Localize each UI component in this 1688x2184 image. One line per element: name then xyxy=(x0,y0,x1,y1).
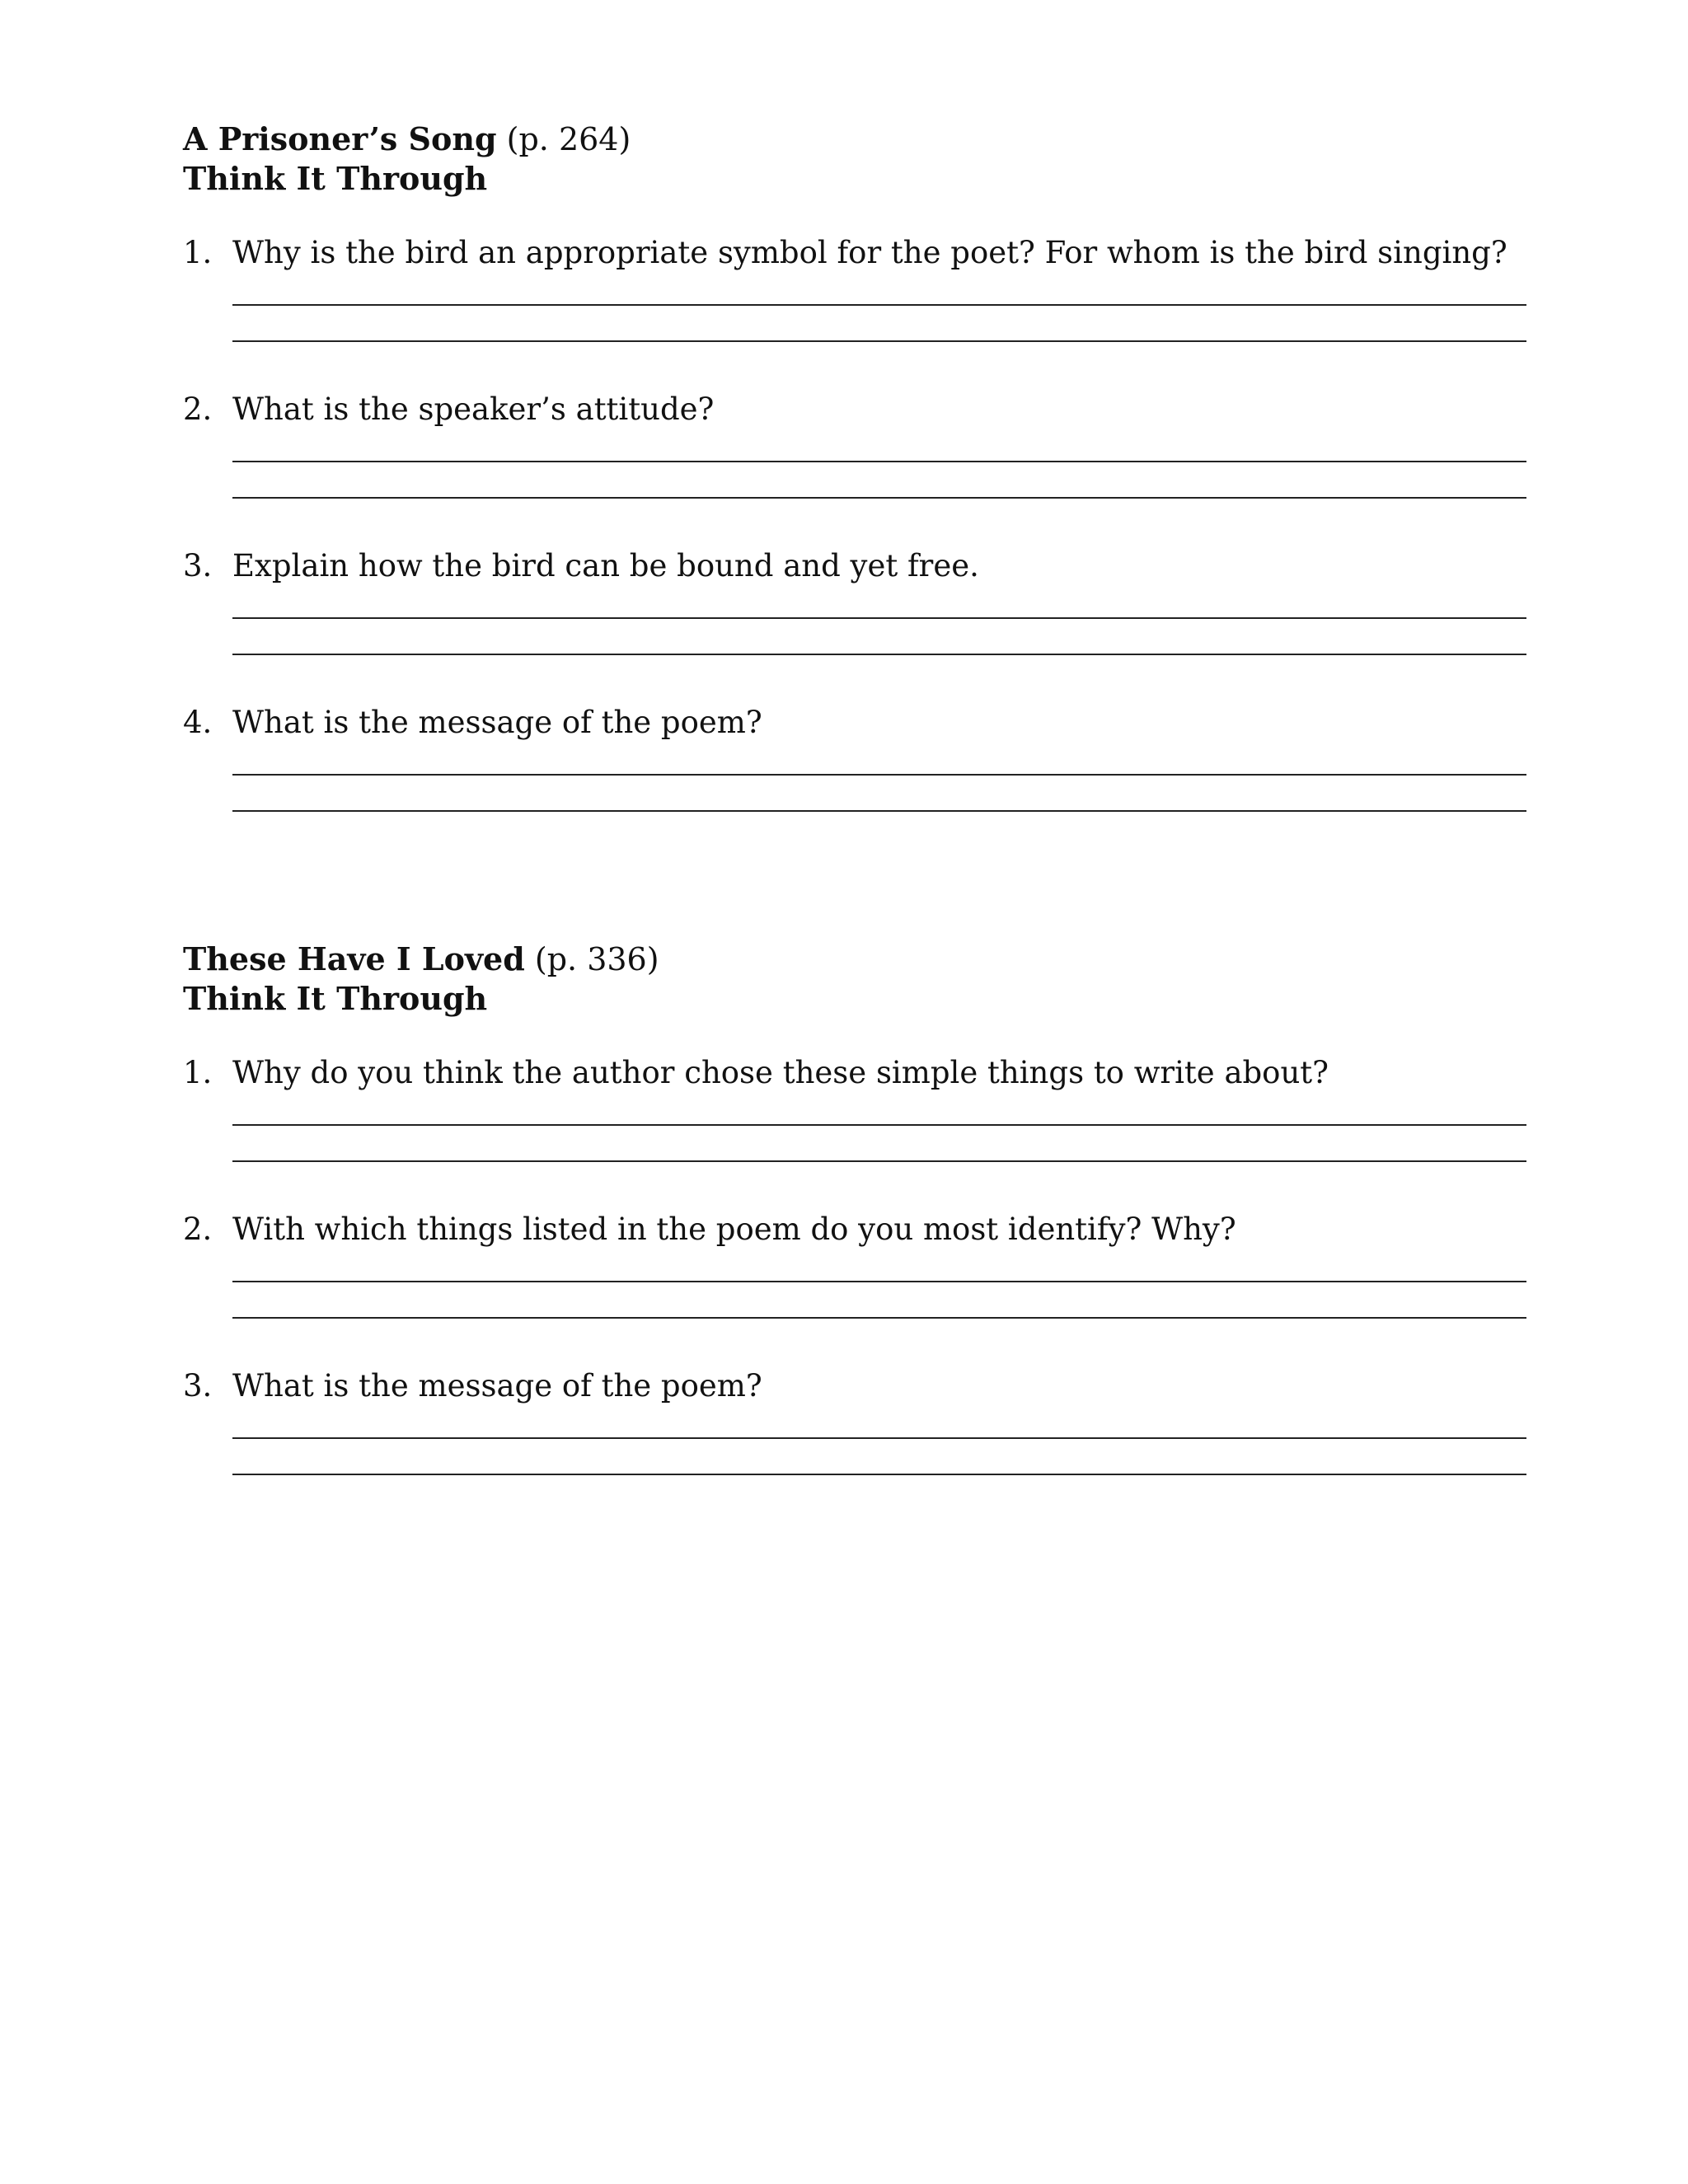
answer-line[interactable] xyxy=(232,497,1526,499)
answer-line[interactable] xyxy=(232,304,1526,306)
answer-line[interactable] xyxy=(232,340,1526,342)
section-heading xyxy=(183,940,1526,979)
section-these-have-i-loved xyxy=(183,940,1526,1523)
answer-line[interactable] xyxy=(232,1437,1526,1439)
answer-line[interactable] xyxy=(232,1474,1526,1475)
question-text: Why is the bird an appropriate symbol for the poet? For whom is the bird singing? xyxy=(232,235,1507,270)
page-reference: (p. 264) xyxy=(506,121,631,157)
answer-line[interactable] xyxy=(232,654,1526,655)
question-item xyxy=(183,1366,1526,1523)
question-text: What is the message of the poem? xyxy=(232,1368,762,1404)
question-text: What is the message of the poem? xyxy=(232,705,762,740)
answer-line[interactable] xyxy=(232,1124,1526,1126)
question-number: 4. xyxy=(183,705,213,740)
question-list xyxy=(183,233,1526,860)
section-title: A Prisoner’s Song xyxy=(183,120,497,157)
question-text: What is the speaker’s attitude? xyxy=(232,391,715,427)
answer-line[interactable] xyxy=(232,774,1526,776)
answer-line[interactable] xyxy=(232,1317,1526,1319)
answer-line[interactable] xyxy=(232,810,1526,812)
answer-line[interactable] xyxy=(232,617,1526,619)
question-item xyxy=(183,233,1526,390)
section-title: These Have I Loved xyxy=(183,940,525,977)
question-item xyxy=(183,1210,1526,1366)
section-heading xyxy=(183,120,1526,159)
question-number: 3. xyxy=(183,1368,213,1404)
question-item xyxy=(183,390,1526,546)
answer-line[interactable] xyxy=(232,1160,1526,1162)
question-item xyxy=(183,1053,1526,1210)
section-subtitle: Think It Through xyxy=(183,980,488,1017)
answer-line[interactable] xyxy=(232,461,1526,462)
question-item xyxy=(183,703,1526,860)
question-text: Explain how the bird can be bound and yet free. xyxy=(232,548,979,583)
section-a-prisoners-song xyxy=(183,120,1526,860)
question-text: Why do you think the author chose these simple things to write about? xyxy=(232,1055,1329,1090)
question-number: 2. xyxy=(183,1212,213,1247)
answer-line[interactable] xyxy=(232,1281,1526,1282)
question-item xyxy=(183,546,1526,703)
page-reference: (p. 336) xyxy=(534,941,659,977)
section-subtitle: Think It Through xyxy=(183,160,488,197)
question-number: 1. xyxy=(183,1055,213,1090)
question-number: 3. xyxy=(183,548,213,583)
question-number: 1. xyxy=(183,235,213,270)
question-text: With which things listed in the poem do you most identify? Why? xyxy=(232,1212,1236,1247)
question-number: 2. xyxy=(183,391,213,427)
question-list xyxy=(183,1053,1526,1523)
